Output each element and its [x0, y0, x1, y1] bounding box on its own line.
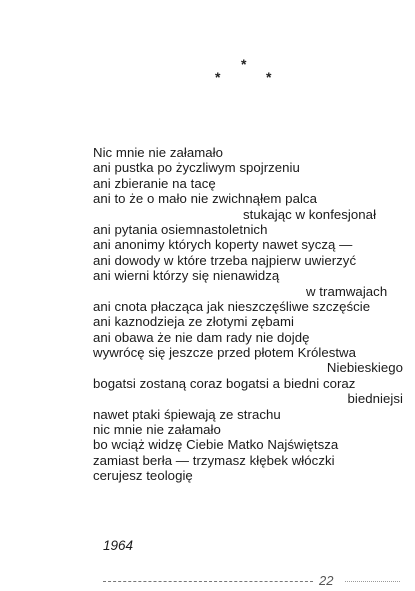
poem-year: 1964 [103, 538, 134, 553]
poem-line: ani anonimy których koperty nawet syczą — [93, 237, 353, 253]
asterism-star-top: * [241, 56, 247, 72]
poem-line: bogatsi zostaną coraz bogatsi a biedni coraz [93, 375, 356, 391]
poem-line: nawet ptaki śpiewają ze strachu [93, 406, 281, 422]
poem-line-right: Niebieskiego [326, 360, 403, 376]
poem-line: ani pytania osiemnastoletnich [93, 221, 268, 237]
poem-line: ani pustka po życzliwym spojrzeniu [93, 160, 300, 176]
poem-body [93, 145, 403, 484]
poem-line: ani to że o mało nie zwichnąłem palca [93, 191, 317, 207]
poem-line: wywrócę się jeszcze przed płotem Królestwa [93, 345, 357, 361]
poem-line: cerujesz teologię [93, 468, 193, 484]
footer-rule-left [103, 581, 313, 582]
poem-line-indented: stukając w konfesjonał [243, 206, 377, 222]
poem-line-indented: w tramwajach [306, 283, 388, 299]
poem-line: Nic mnie nie załamało [93, 145, 224, 160]
poem-line: ani obawa że nie dam rady nie dojdę [93, 329, 310, 345]
poem-line: ani wierni którzy się nienawidzą [93, 268, 280, 284]
poem-line-right: biedniejsi [347, 391, 403, 407]
page-number: 22 [319, 573, 334, 588]
poem-line: ani kaznodzieja ze złotymi zębami [93, 314, 295, 330]
asterism-star-left: * [215, 69, 221, 85]
asterism-star-right: * [266, 69, 272, 85]
poem-line: ani cnota płacząca jak nieszczęśliwe szczęście [93, 298, 371, 314]
poem-line: zamiast berła — trzymasz kłębek włóczki [93, 452, 335, 468]
footer-rule-right [345, 581, 400, 582]
poem-line: nic mnie nie załamało [93, 422, 221, 438]
asterism-ornament [0, 0, 415, 100]
poem-line: ani zbieranie na tacę [93, 175, 216, 191]
poem-line: bo wciąż widzę Ciebie Matko Najświętsza [93, 437, 339, 453]
poem-line: ani dowody w które trzeba najpierw uwierzyć [93, 252, 357, 268]
